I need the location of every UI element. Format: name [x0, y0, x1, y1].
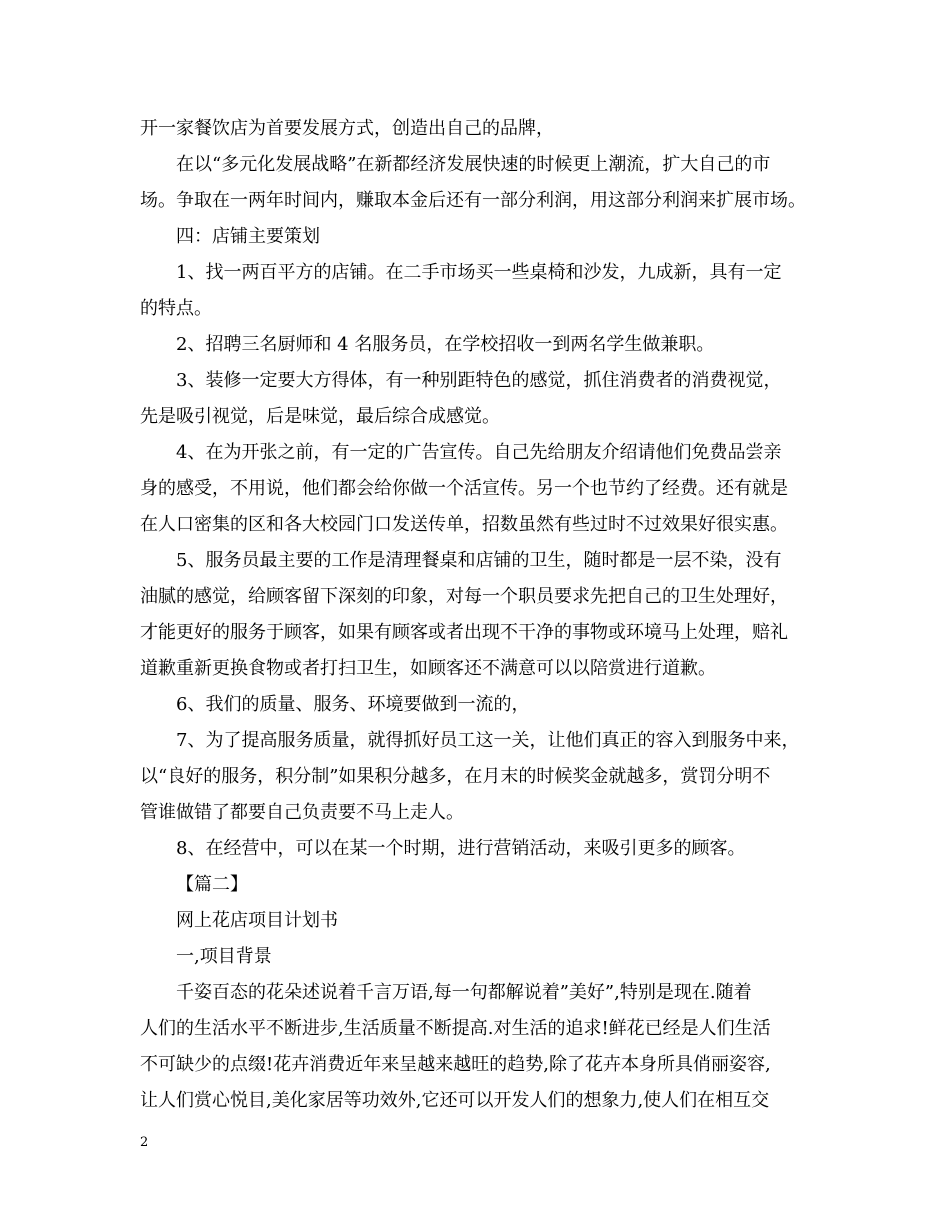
text-line: 5、服务员最主要的工作是清理餐桌和店铺的卫生，随时都是一层不染，没有: [176, 550, 782, 571]
text-line: 道歉重新更换食物或者打扫卫生，如顾客还不满意可以以陪赏进行道歉。: [140, 658, 716, 679]
text-line: 在以“多元化发展战略”在新都经济发展快速的时候更上潮流，扩大自己的市: [176, 154, 771, 175]
section-marker: 【篇二】: [176, 874, 248, 895]
section-heading: 一,项目背景: [176, 946, 272, 967]
text-line: 的特点。: [140, 298, 212, 319]
text-line: 2、招聘三名厨师和 4 名服务员，在学校招收一到两名学生做兼职。: [176, 334, 715, 355]
text-line: 先是吸引视觉，后是味觉，最后综合成感觉。: [140, 406, 500, 427]
text-line: 7、为了提高服务质量，就得抓好员工这一关，让他们真正的容入到服务中来，: [176, 730, 800, 751]
text-line: 才能更好的服务于顾客，如果有顾客或者出现不干净的事物或环境马上处理，赔礼: [140, 622, 788, 643]
document-subtitle: 网上花店项目计划书: [176, 910, 338, 931]
text-line: 1、找一两百平方的店铺。在二手市场买一些桌椅和沙发，九成新，具有一定: [176, 262, 782, 283]
text-line: 油腻的感觉，给顾客留下深刻的印象，对每一个职员要求先把自己的卫生处理好，: [140, 586, 788, 607]
text-line: 3、装修一定要大方得体，有一种别距特色的感觉，抓住消费者的消费视觉，: [176, 370, 782, 391]
text-line: 身的感受，不用说，他们都会给你做一个活宣传。另一个也节约了经费。还有就是: [140, 478, 788, 499]
text-line: 以“良好的服务，积分制”如果积分越多，在月末的时候奖金就越多，赏罚分明不: [140, 766, 771, 787]
text-line: 不可缺少的点缀!花卉消费近年来呈越来越旺的趋势,除了花卉本身所具俏丽姿容,: [140, 1054, 771, 1075]
text-line: 人们的生活水平不断进步,生活质量不断提高.对生活的追求!鲜花已经是人们生活: [140, 1018, 771, 1039]
text-line: 4、在为开张之前，有一定的广告宣传。自己先给朋友介绍请他们免费品尝亲: [176, 442, 782, 463]
page-number: 2: [140, 1135, 149, 1150]
text-line: 管谁做错了都要自己负责要不马上走人。: [140, 802, 464, 823]
text-line: 6、我们的质量、服务、环境要做到一流的，: [176, 694, 530, 715]
text-line: 让人们赏心悦目,美化家居等功效外,它还可以开发人们的想象力,使人们在相互交: [140, 1090, 770, 1111]
text-line: 千姿百态的花朵述说着千言万语,每一句都解说着”美好”,特别是现在.随着: [176, 982, 752, 1003]
text-line: 开一家餐饮店为首要发展方式，创造出自己的品牌，: [140, 118, 554, 139]
text-line: 在人口密集的区和各大校园门口发送传单，招数虽然有些过时不过效果好很实惠。: [140, 514, 788, 535]
section-heading: 四：店铺主要策划: [176, 226, 320, 247]
text-line: 8、在经营中，可以在某一个时期，进行营销活动，来吸引更多的顾客。: [176, 838, 746, 859]
text-line: 场。争取在一两年时间内，赚取本金后还有一部分利润，用这部分利润来扩展市场。: [140, 190, 806, 211]
